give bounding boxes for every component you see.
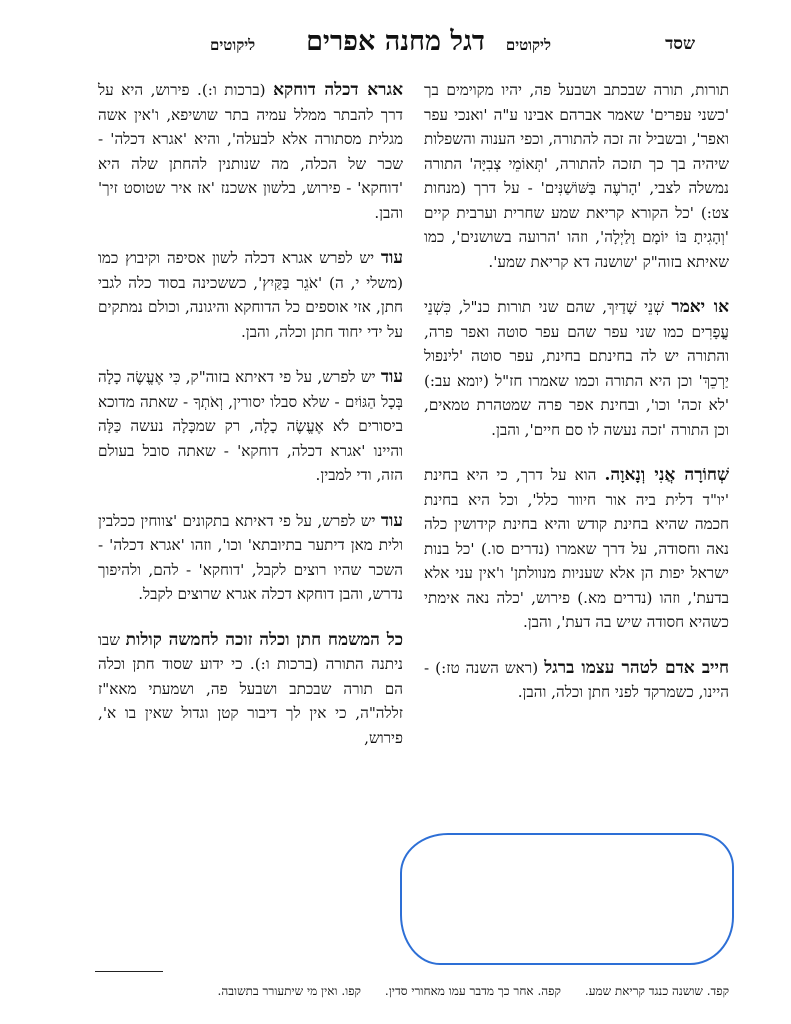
- footnote: קפד. שושנה כנגד קריאת שמע.: [584, 984, 729, 998]
- footnote-divider: [95, 971, 163, 972]
- page-number: שסד: [665, 34, 695, 54]
- hand-drawn-highlight-oval: [400, 833, 734, 965]
- footnote: קפו. ואין מי שיתעורר בתשובה.: [217, 984, 361, 998]
- paragraph-text: הוא על דרך, כי היא בחינת 'יו"ד דלית ביה אור חיוור כלל', וכל היא בחינת חכמה שהיא בחינת קודש והיא בחינת קידושין כלה נאה וחסודה, על דרך שאמרו (נדרים סו.) 'כל בנות ישראל יפות הן אלא שעניות מנוולתן' ו'אין עני אלא בדעת', וזהו (נדרים מא.) פירוש, 'כלה נאה אימתי כשהיא חסודה שיש בה דעת', והבן.: [424, 466, 729, 631]
- paragraph-lead: אגרא דכלה דוחקא: [273, 80, 404, 100]
- paragraph-text: (ראש השנה טז:) - היינו, כשמרקד לפני חתן וכלה, והבן.: [424, 658, 729, 701]
- highlighted-paragraph: [424, 656, 729, 705]
- paragraph-text: תורות, תורה שבכתב ושבעל פה, יהיו מקוימים בך 'כשני עפרים' שאמר אברהם אבינו ע"ה 'ואנכי עפר ואפר', ובשביל זה זכה להתורה, וכפי הענוה והשפלות שיהיה בך כך תזכה להתורה, 'תְּאוֹמֵי צְבִיָּה' התורה נמשלה לצבי, 'הָרֹעֶה בַּשּׁוֹשַׁנִּים' - על דרך (מנחות צט:) 'כל הקורא קריאת שמע שחרית וערבית קיים 'וְהָגִיתָ בּוֹ יוֹמָם וָלַיְלָה', וזהו 'הרועה בשושנים', כמו שאיתא בזוה"ק 'שושנה דא קריאת שמע'.: [424, 81, 729, 271]
- paragraph-text: שבו ניתנה התורה (ברכות ו:). כי ידוע שסוד חתן וכלה הם תורה שבכתב ושבעל פה, ושמעתי מאא"ז זללה"ה, כי אין לך דיבור קטן וגדול שאין בו א', פירוש,: [98, 630, 403, 747]
- paragraph: [424, 295, 729, 442]
- paragraph: [98, 509, 403, 607]
- paragraph: [98, 365, 403, 488]
- paragraph-lead: עוד: [380, 510, 403, 531]
- paragraph-lead: כל המשמח חתן וכלה זוכה לחמשה קולות: [125, 629, 404, 650]
- paragraph-lead: חייב אדם לטהר עצמו ברגל: [544, 657, 730, 678]
- paragraph-lead: שְׁחוֹרָה אֲנִי וְנָאוָה.: [604, 465, 730, 485]
- paragraph: [98, 628, 403, 751]
- paragraph-lead: עוד: [380, 248, 403, 268]
- footnotes: [95, 984, 729, 999]
- paragraph: [424, 463, 729, 635]
- page-header: [60, 22, 731, 62]
- left-column: [98, 78, 403, 771]
- paragraph: [98, 78, 403, 225]
- book-title: דגל מחנה אפרים: [306, 26, 485, 57]
- paragraph-text: יש לפרש, על פי דאיתא בזוה"ק, כִּי אֶעֱשֶׂה כָלָה בְּכָל הַגּוֹיִם - שלא סבלו יסורין, וְאֹתְךָ - שאתה מדוכא ביסורים לֹא אֶעֱשֶׂה כָלָה, רק שמכָּלָה נעשה כַּלָּה והיינו 'אגרא דכלה, דוחקא' - שאתה סובל בעולם הזה, ודי למבין.: [98, 368, 403, 484]
- section-label-left: ליקוטים: [210, 36, 256, 54]
- paragraph: [424, 78, 729, 274]
- footnote: קפה. אחר כך מדבר עמו מאחורי סדין.: [384, 984, 561, 998]
- paragraph: [98, 246, 403, 344]
- section-label-right: ליקוטים: [505, 36, 551, 54]
- paragraph-lead: או יאמר: [671, 297, 730, 317]
- paragraph-text: (ברכות ו:). פירוש, היא על דרך להבתר ממלל עמיה בתר שושיפא, ו'אין אשה מגלית מסתורה אלא לבעלה', והיא 'אגרא דכלה' - שכר של הכלה, מה שנותנין להחתן שלה היא 'דוחקא' - פירוש, בלשון אשכנז 'אז איר שטוסט זיך' והבן.: [98, 81, 403, 222]
- right-column: [424, 78, 729, 726]
- paragraph-text: יש לפרש אגרא דכלה לשון אסיפה וקיבוץ כמו (משלי י, ה) 'אֹגֵר בַּקַּיִץ', כששכינה בסוד כלה לגבי חתן, אזי אוספים כל הדוחקא והיגונה, וכולם נמתקים על ידי יחוד חתן וכלה, והבן.: [98, 249, 403, 341]
- paragraph-text: יש לפרש, על פי דאיתא בתקונים 'צווחין ככלבין ולית מאן דיתער בתיובתא' וכו', וזהו 'אגרא דכלה' - השכר שהיו רוצים לקבל, 'דוחקא' - להם, ולהיפוך נדרש, והבן דוחקא דכלה אגרא שרוצים לקבל.: [98, 511, 403, 603]
- paragraph-text: שְׁנֵי שָׁדַיִךְ, שהם שני תורות כנ"ל, כִּשְׁנֵי עֳפָרִים כמו שני עפר שהם עפר סוטה ואפר פרה, והתורה יש לה בחינתם בחינת, עפר סוטה 'לינפול יַרְכֵךְ' וכן היא התורה וכמו שאמרו חז"ל (יומא עב:) 'לא זכה' וכו', ובחינת אפר פרה שמטהרת טמאים, וכן התורה 'זכה נעשה לו סם חיים', והבן.: [424, 298, 729, 439]
- paragraph-lead: עוד: [380, 367, 404, 387]
